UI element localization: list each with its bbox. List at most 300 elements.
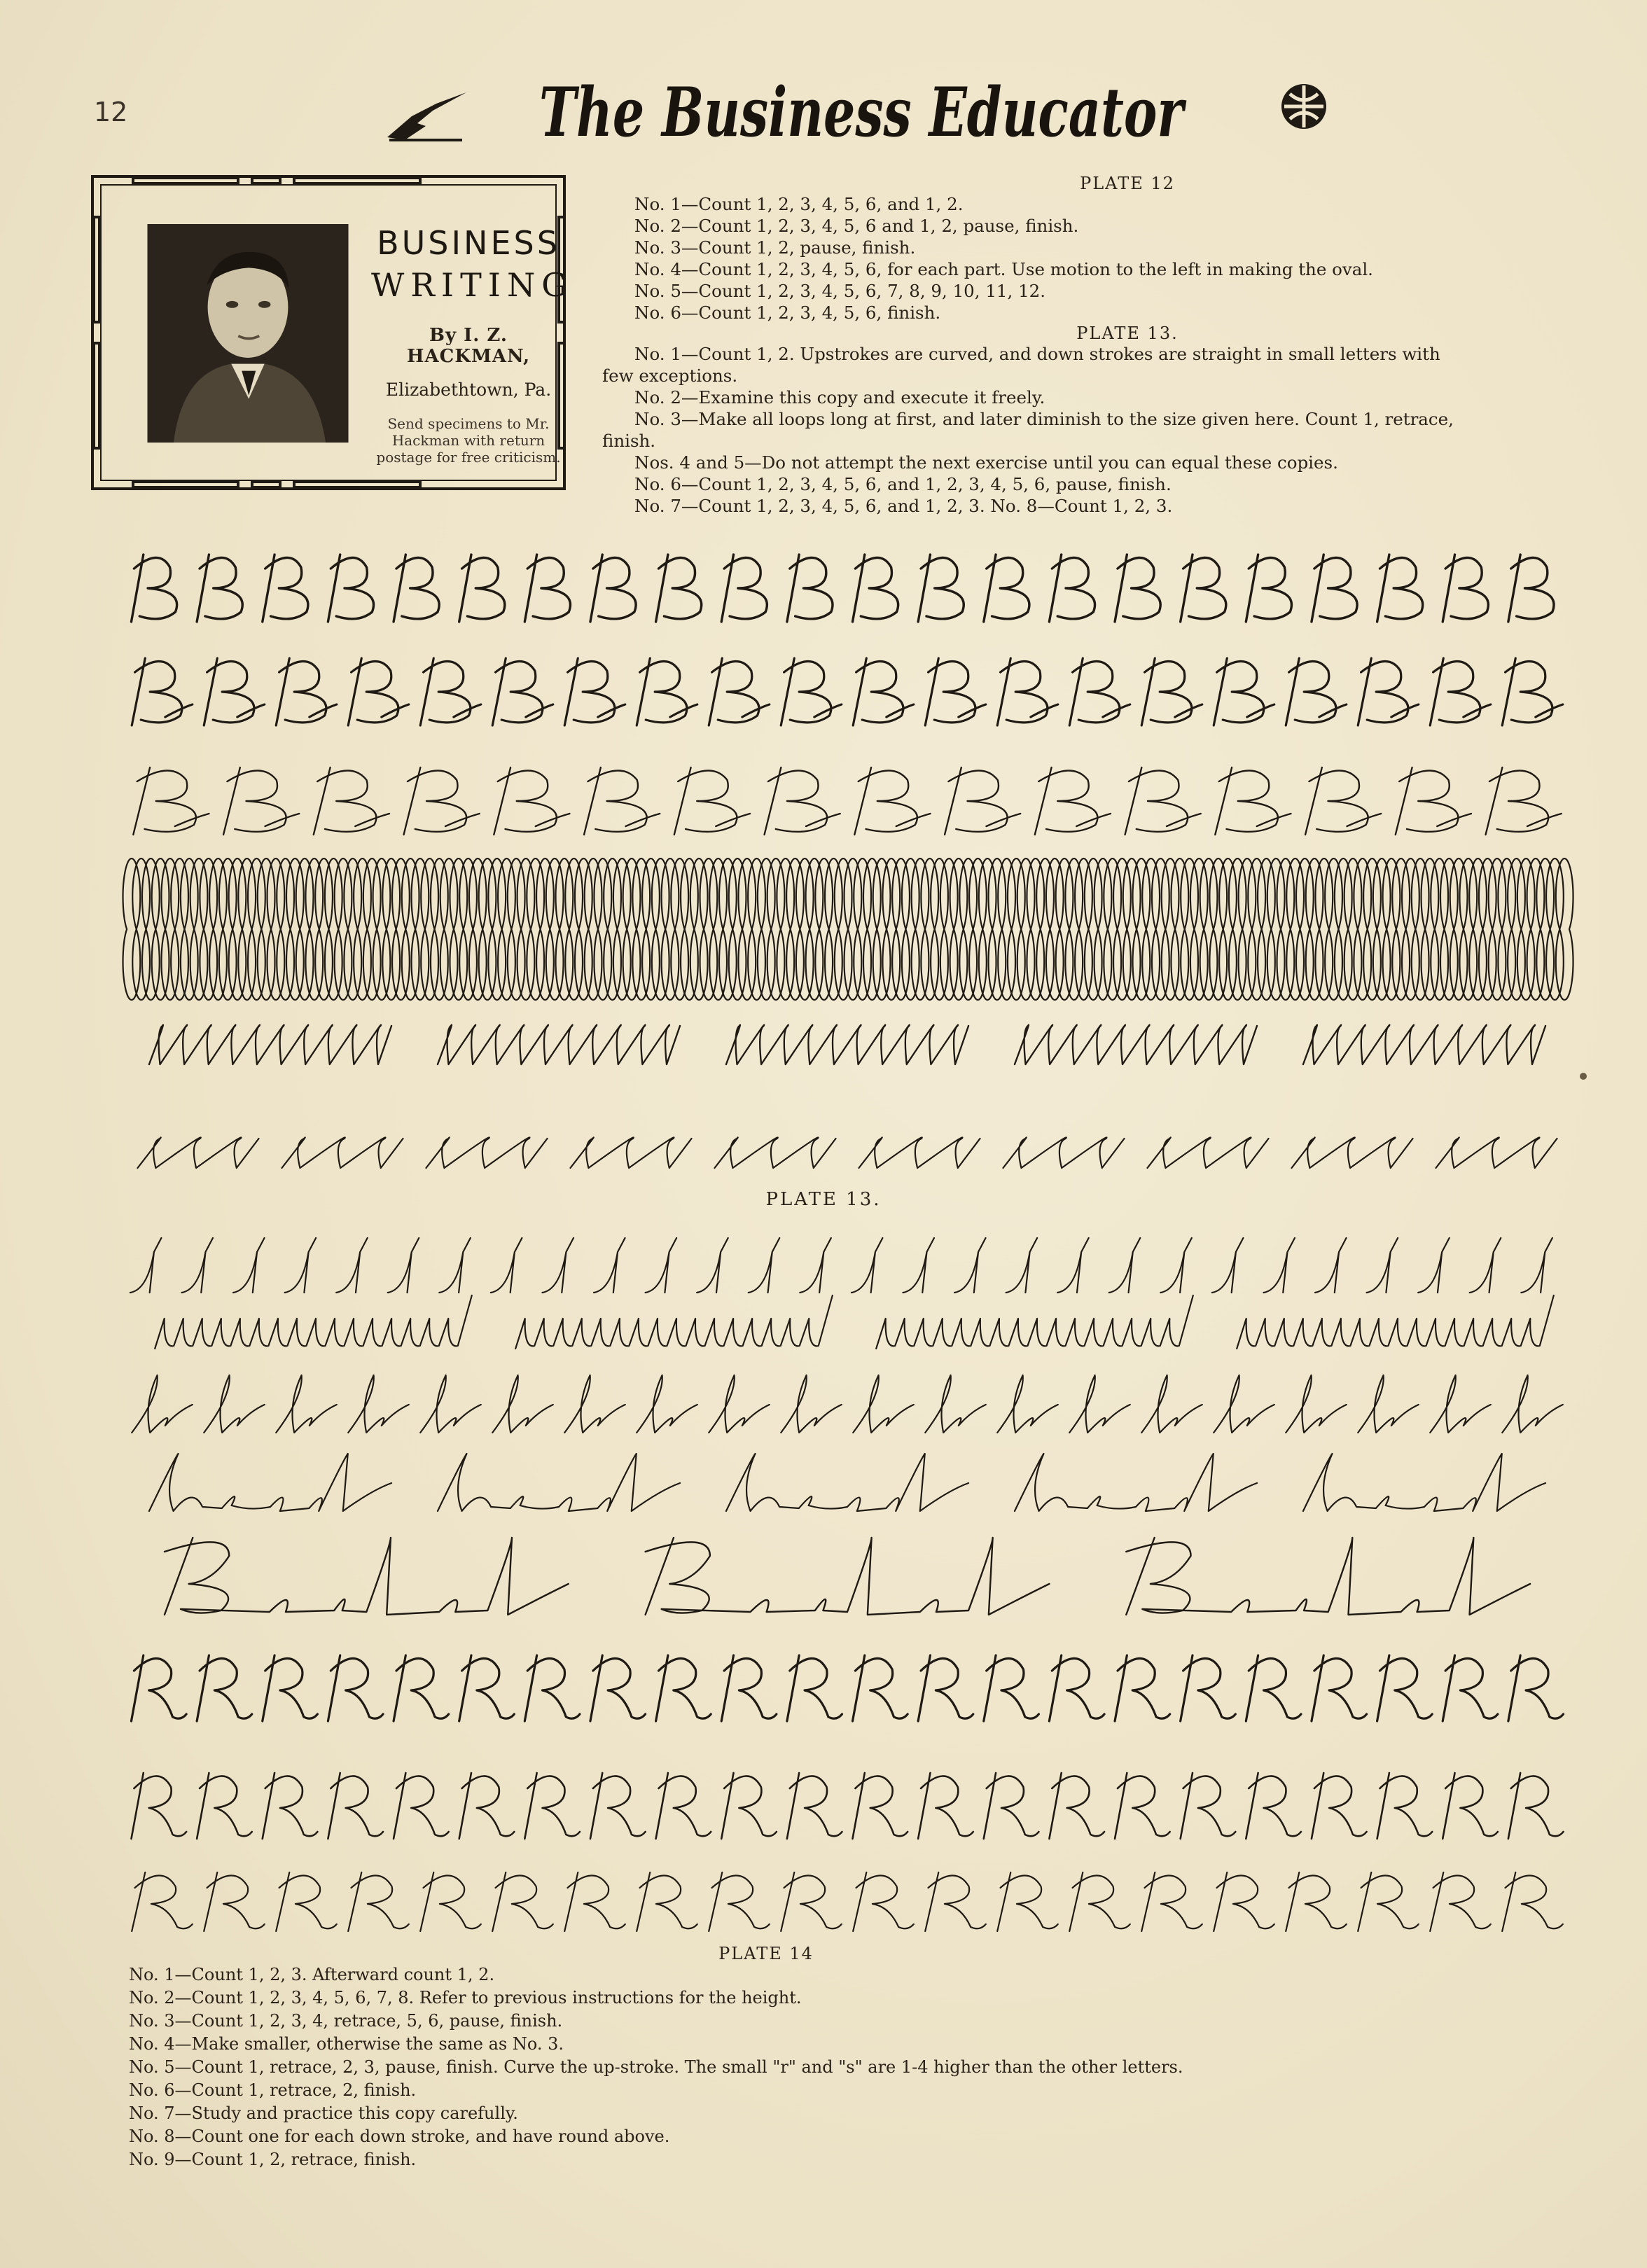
oval-stroke (325, 858, 342, 1000)
plate14-line-3: No. 3—Count 1, 2, 3, 4, retrace, 5, 6, pause, finish. (129, 2011, 563, 2031)
capital-r-stroke (637, 1872, 697, 1931)
capital-r-stroke (204, 1872, 265, 1931)
u-drill-stroke (155, 1295, 472, 1349)
box-title-writing: WRITING (371, 266, 574, 304)
oval-stroke (1402, 858, 1419, 1000)
upstroke-stroke (1263, 1238, 1294, 1293)
capital-b-stroke (918, 555, 964, 622)
capital-b-stroke (945, 767, 1020, 835)
capital-b-stroke (1141, 658, 1202, 725)
upstroke-stroke (233, 1238, 264, 1293)
capital-b-stroke (984, 555, 1029, 622)
copy-row-loop-drill (126, 1001, 1569, 1071)
small-b-stroke (1069, 1375, 1130, 1433)
capital-b-stroke (1181, 555, 1226, 622)
page-number: 12 (94, 97, 128, 127)
capital-r-stroke (524, 1655, 580, 1721)
upstroke-stroke (1057, 1238, 1088, 1293)
loop-stroke (426, 1137, 547, 1168)
capital-b-stroke (584, 767, 660, 835)
plate-12-heading: PLATE 12 (1080, 174, 1175, 193)
copy-row-small-e (126, 1119, 1569, 1175)
capital-b-stroke (1508, 555, 1554, 622)
oval-stroke (1162, 858, 1179, 1000)
oval-stroke (1181, 858, 1198, 1000)
oval-stroke (1229, 858, 1246, 1000)
oval-stroke (1363, 858, 1381, 1000)
capital-b-stroke (131, 555, 176, 622)
plate13-line-5: No. 6—Count 1, 2, 3, 4, 5, 6, and 1, 2, 3, 4, 5, 6, pause, finish. (634, 474, 1172, 494)
capital-b-stroke (854, 767, 930, 835)
oval-stroke (767, 858, 785, 1000)
oval-stroke (989, 858, 1006, 1000)
loop-stroke (438, 1025, 680, 1064)
capital-r-stroke (1508, 1773, 1564, 1839)
small-b-stroke (997, 1375, 1058, 1433)
oval-stroke (1440, 858, 1458, 1000)
oval-stroke (1171, 858, 1188, 1000)
capital-r-stroke (459, 1773, 515, 1839)
oval-stroke (305, 858, 323, 1000)
capital-r-stroke (1246, 1655, 1301, 1721)
oval-stroke (959, 858, 977, 1000)
capital-b-stroke (420, 658, 481, 725)
oval-stroke (1469, 858, 1487, 1000)
box-title-business: BUSINESS (377, 224, 560, 262)
oval-stroke (1219, 858, 1237, 1000)
oval-stroke (267, 858, 285, 1000)
word-bead-stroke (1303, 1454, 1545, 1511)
capital-b-stroke (1396, 767, 1471, 835)
capital-b-stroke (709, 658, 770, 725)
oval-stroke (912, 858, 929, 1000)
capital-b-stroke (853, 658, 914, 725)
small-b-stroke (781, 1375, 842, 1433)
masthead-title-text: The Business Educator (539, 73, 1187, 152)
upstroke-stroke (491, 1238, 522, 1293)
oval-stroke (729, 858, 746, 1000)
small-b-stroke (1286, 1375, 1347, 1433)
capital-b-stroke (590, 555, 636, 622)
copy-row-word-baobab (126, 1529, 1569, 1627)
capital-r-stroke (852, 1655, 908, 1721)
margin-dot (1580, 1073, 1587, 1080)
oval-stroke (671, 858, 688, 1000)
plate12-line-3: No. 3—Count 1, 2, pause, finish. (634, 237, 916, 258)
oval-stroke (594, 858, 611, 1000)
oval-stroke (1335, 858, 1352, 1000)
capital-r-stroke (1049, 1773, 1104, 1839)
capital-r-stroke (1069, 1872, 1130, 1931)
oval-stroke (171, 858, 188, 1000)
plate14-line-7: No. 7—Study and practice this copy carefully. (129, 2103, 518, 2123)
capital-b-stroke (348, 658, 409, 725)
capital-r-stroke (984, 1773, 1039, 1839)
oval-stroke (200, 858, 217, 1000)
plate14-line-6: No. 6—Count 1, retrace, 2, finish. (129, 2080, 417, 2100)
capital-b-stroke (656, 555, 702, 622)
oval-stroke (642, 858, 660, 1000)
upstroke-stroke (542, 1238, 573, 1293)
word-baobab-stroke (1126, 1538, 1530, 1615)
oval-stroke (536, 858, 554, 1000)
capital-b-stroke (1115, 555, 1160, 622)
oval-stroke (1056, 858, 1073, 1000)
upstroke-stroke (954, 1238, 985, 1293)
oval-stroke (863, 858, 881, 1000)
oval-stroke (508, 858, 525, 1000)
oval-stroke (373, 858, 391, 1000)
loop-stroke (282, 1137, 403, 1168)
oval-stroke (1209, 858, 1227, 1000)
oval-stroke (979, 858, 996, 1000)
plate12-line-1: No. 1—Count 1, 2, 3, 4, 5, 6, and 1, 2. (634, 194, 964, 214)
upstroke-stroke (903, 1238, 933, 1293)
oval-stroke (902, 858, 919, 1000)
oval-stroke (440, 858, 458, 1000)
loop-stroke (137, 1137, 258, 1168)
oval-stroke (1489, 858, 1506, 1000)
oval-stroke (286, 858, 304, 1000)
oval-stroke (1536, 858, 1554, 1000)
capital-r-stroke (709, 1872, 770, 1931)
oval-stroke (1133, 858, 1151, 1000)
small-b-stroke (348, 1375, 409, 1433)
loop-stroke (570, 1137, 691, 1168)
oval-stroke (1094, 858, 1112, 1000)
capital-b-stroke (1214, 658, 1274, 725)
oval-stroke (1123, 858, 1141, 1000)
capital-b-stroke (223, 767, 299, 835)
oval-stroke (709, 858, 727, 1000)
plate12-line-6: No. 6—Count 1, 2, 3, 4, 5, 6, finish. (634, 302, 941, 323)
copy-row-capital-r-2 (126, 1763, 1569, 1847)
upstroke-stroke (1109, 1238, 1140, 1293)
oval-stroke (1258, 858, 1275, 1000)
capital-r-stroke (1181, 1655, 1236, 1721)
oval-stroke (1412, 858, 1429, 1000)
oval-stroke (845, 858, 862, 1000)
oval-stroke (469, 858, 487, 1000)
oval-stroke (546, 858, 564, 1000)
copy-row-u-drill (126, 1287, 1569, 1357)
oval-stroke (748, 858, 765, 1000)
oval-stroke (1431, 858, 1448, 1000)
capital-r-stroke (721, 1655, 777, 1721)
copy-row-word-bead (126, 1444, 1569, 1521)
capital-r-stroke (263, 1773, 318, 1839)
capital-r-stroke (1141, 1872, 1202, 1931)
small-b-stroke (853, 1375, 914, 1433)
oval-stroke (1508, 858, 1525, 1000)
oval-stroke (719, 858, 737, 1000)
oval-stroke (1085, 858, 1102, 1000)
capital-b-stroke (721, 555, 767, 622)
capital-r-stroke (348, 1872, 409, 1931)
copy-row-capital-b-3 (126, 759, 1569, 843)
upstroke-stroke (1470, 1238, 1501, 1293)
oval-stroke (1104, 858, 1121, 1000)
copy-row-small-b (126, 1365, 1569, 1442)
copy-row-oval-drill (126, 884, 1569, 975)
oval-stroke (335, 858, 352, 1000)
oval-stroke (1556, 858, 1573, 1000)
capital-b-stroke (1443, 555, 1488, 622)
oval-stroke (681, 858, 698, 1000)
upstroke-stroke (439, 1238, 470, 1293)
capital-r-stroke (590, 1773, 646, 1839)
oval-stroke (690, 858, 708, 1000)
oval-stroke (479, 858, 496, 1000)
oval-stroke (315, 858, 333, 1000)
capital-r-stroke (328, 1655, 383, 1721)
box-author: By I. Z. HACKMAN, (406, 325, 531, 367)
capital-b-stroke (404, 767, 480, 835)
oval-stroke (1065, 858, 1083, 1000)
oval-stroke (662, 858, 679, 1000)
capital-b-stroke (852, 555, 898, 622)
upstroke-stroke (646, 1238, 676, 1293)
small-b-stroke (204, 1375, 265, 1433)
oval-stroke (921, 858, 938, 1000)
upstroke-stroke (749, 1238, 779, 1293)
capital-b-stroke (494, 767, 569, 835)
oval-stroke (1392, 858, 1410, 1000)
oval-stroke (412, 858, 429, 1000)
capital-r-stroke (925, 1872, 986, 1931)
capital-b-stroke (1286, 658, 1347, 725)
capital-r-stroke (1377, 1773, 1433, 1839)
oval-stroke (527, 858, 544, 1000)
plate14-line-4: No. 4—Make smaller, otherwise the same as No. 3. (129, 2034, 564, 2054)
oval-stroke (835, 858, 852, 1000)
oval-stroke (565, 858, 583, 1000)
loop-stroke (149, 1025, 391, 1064)
word-bead-stroke (438, 1454, 680, 1511)
oval-stroke (1450, 858, 1468, 1000)
oval-stroke (181, 858, 198, 1000)
oval-stroke (575, 858, 592, 1000)
capital-r-stroke (1115, 1773, 1170, 1839)
oval-stroke (392, 858, 410, 1000)
oval-stroke (1190, 858, 1208, 1000)
oval-stroke (825, 858, 842, 1000)
oval-stroke (142, 858, 160, 1000)
plate-14-instructions (129, 1944, 1459, 2171)
u-drill-stroke (1237, 1295, 1554, 1349)
oval-stroke (1498, 858, 1515, 1000)
author-portrait (122, 224, 374, 443)
oval-stroke (998, 858, 1015, 1000)
upstroke-stroke (1212, 1238, 1243, 1293)
oval-stroke (892, 858, 910, 1000)
oval-stroke (1517, 858, 1535, 1000)
capital-r-stroke (1377, 1655, 1433, 1721)
oval-stroke (1459, 858, 1477, 1000)
upstroke-stroke (1315, 1238, 1346, 1293)
capital-r-stroke (918, 1773, 973, 1839)
oval-stroke (1200, 858, 1218, 1000)
oval-stroke (873, 858, 891, 1000)
oval-stroke (969, 858, 987, 1000)
oval-stroke (450, 858, 467, 1000)
oval-stroke (1239, 858, 1256, 1000)
plate-14-heading: PLATE 14 (718, 1944, 814, 1963)
capital-b-stroke (394, 555, 439, 622)
capital-b-stroke (997, 658, 1058, 725)
capital-b-stroke (781, 658, 842, 725)
capital-r-stroke (131, 1655, 186, 1721)
capital-r-stroke (787, 1773, 842, 1839)
oval-stroke (402, 858, 419, 1000)
capital-r-stroke (1181, 1773, 1236, 1839)
u-drill-stroke (876, 1295, 1193, 1349)
oval-stroke (344, 858, 361, 1000)
oval-stroke (421, 858, 438, 1000)
loop-stroke (1303, 1025, 1545, 1064)
plate12-line-2: No. 2—Count 1, 2, 3, 4, 5, 6 and 1, 2, pause, finish. (634, 216, 1079, 236)
oval-stroke (854, 858, 871, 1000)
capital-r-stroke (197, 1655, 252, 1721)
capital-b-stroke (787, 555, 833, 622)
capital-r-stroke (1214, 1872, 1274, 1931)
capital-r-stroke (1502, 1872, 1563, 1931)
loop-stroke (1436, 1137, 1557, 1168)
loop-stroke (1015, 1025, 1257, 1064)
oval-stroke (277, 858, 294, 1000)
oval-stroke (1422, 858, 1439, 1000)
capital-b-stroke (674, 767, 750, 835)
oval-stroke (738, 858, 756, 1000)
capital-r-stroke (918, 1655, 973, 1721)
capital-b-stroke (328, 555, 373, 622)
loop-stroke (859, 1137, 980, 1168)
capital-b-stroke (276, 658, 337, 725)
capital-b-stroke (1486, 767, 1562, 835)
capital-b-stroke (1246, 555, 1291, 622)
oval-stroke (1152, 858, 1169, 1000)
loop-stroke (1147, 1137, 1268, 1168)
capital-r-stroke (721, 1773, 777, 1839)
oval-stroke (209, 858, 227, 1000)
oval-stroke (296, 858, 314, 1000)
small-b-stroke (276, 1375, 337, 1433)
loop-stroke (714, 1137, 835, 1168)
oval-stroke (931, 858, 948, 1000)
oval-stroke (623, 858, 641, 1000)
capital-b-stroke (1502, 658, 1563, 725)
oval-stroke (700, 858, 718, 1000)
capital-r-stroke (1443, 1655, 1498, 1721)
capital-r-stroke (781, 1872, 842, 1931)
small-b-stroke (1430, 1375, 1491, 1433)
oval-stroke (1315, 858, 1333, 1000)
box-note: Send specimens to Mr. Hackman with return postage for free criticism. (376, 415, 561, 466)
capital-b-stroke (492, 658, 553, 725)
upstroke-stroke (1521, 1238, 1552, 1293)
small-b-stroke (564, 1375, 625, 1433)
oval-stroke (1277, 858, 1295, 1000)
capital-b-stroke (1312, 555, 1357, 622)
oval-stroke (431, 858, 448, 1000)
oval-stroke (613, 858, 631, 1000)
oval-stroke (806, 858, 824, 1000)
upstroke-stroke (1160, 1238, 1191, 1293)
capital-r-stroke (853, 1872, 914, 1931)
oval-stroke (632, 858, 650, 1000)
capital-r-stroke (328, 1773, 383, 1839)
plate13-line-2: No. 2—Examine this copy and execute it freely. (634, 387, 1045, 408)
small-b-stroke (1502, 1375, 1563, 1433)
capital-r-stroke (492, 1872, 553, 1931)
article-box (91, 175, 574, 490)
oval-stroke (1373, 858, 1391, 1000)
oval-stroke (1046, 858, 1064, 1000)
capital-b-stroke (1069, 658, 1130, 725)
oval-stroke (1142, 858, 1160, 1000)
oval-stroke (1027, 858, 1044, 1000)
capital-r-stroke (394, 1655, 449, 1721)
oval-stroke (1075, 858, 1092, 1000)
plate13-line-3-cont: finish. (602, 431, 656, 451)
oval-stroke (1248, 858, 1265, 1000)
capital-r-stroke (787, 1655, 842, 1721)
word-bead-stroke (726, 1454, 968, 1511)
copy-row-capital-r-1 (126, 1646, 1569, 1730)
upstroke-stroke (336, 1238, 367, 1293)
oval-stroke (950, 858, 968, 1000)
oval-stroke (758, 858, 775, 1000)
plate-12-13-instructions (602, 174, 1597, 517)
capital-b-stroke (133, 767, 209, 835)
oval-stroke (382, 858, 400, 1000)
oval-stroke (585, 858, 602, 1000)
oval-stroke (123, 858, 141, 1000)
small-b-stroke (492, 1375, 553, 1433)
capital-b-stroke (1358, 658, 1419, 725)
oval-stroke (132, 858, 150, 1000)
plate13-line-1: No. 1—Count 1, 2. Upstrokes are curved, and down strokes are straight in small letters with (634, 344, 1440, 364)
oval-stroke (652, 858, 669, 1000)
capital-b-stroke (197, 555, 242, 622)
plate13-line-1-cont: few exceptions. (602, 366, 738, 386)
capital-b-stroke (1035, 767, 1111, 835)
oval-stroke (815, 858, 833, 1000)
capital-r-stroke (1430, 1872, 1491, 1931)
capital-b-stroke (524, 555, 570, 622)
upstroke-stroke (1006, 1238, 1037, 1293)
capital-r-stroke (263, 1655, 318, 1721)
capital-b-stroke (1305, 767, 1381, 835)
upstroke-stroke (181, 1238, 212, 1293)
small-b-stroke (709, 1375, 770, 1433)
capital-r-stroke (132, 1872, 193, 1931)
capital-r-stroke (852, 1773, 908, 1839)
capital-b-stroke (925, 658, 986, 725)
capital-r-stroke (1286, 1872, 1347, 1931)
oval-stroke (1008, 858, 1025, 1000)
plate-13-heading: PLATE 13. (1076, 323, 1179, 343)
oval-stroke (796, 858, 814, 1000)
word-baobab-stroke (165, 1538, 569, 1615)
capital-r-stroke (1312, 1655, 1367, 1721)
capital-r-stroke (1115, 1655, 1170, 1721)
capital-r-stroke (394, 1773, 449, 1839)
oval-stroke (1113, 858, 1131, 1000)
oval-stroke (498, 858, 515, 1000)
oval-stroke (1344, 858, 1362, 1000)
upstroke-stroke (388, 1238, 419, 1293)
